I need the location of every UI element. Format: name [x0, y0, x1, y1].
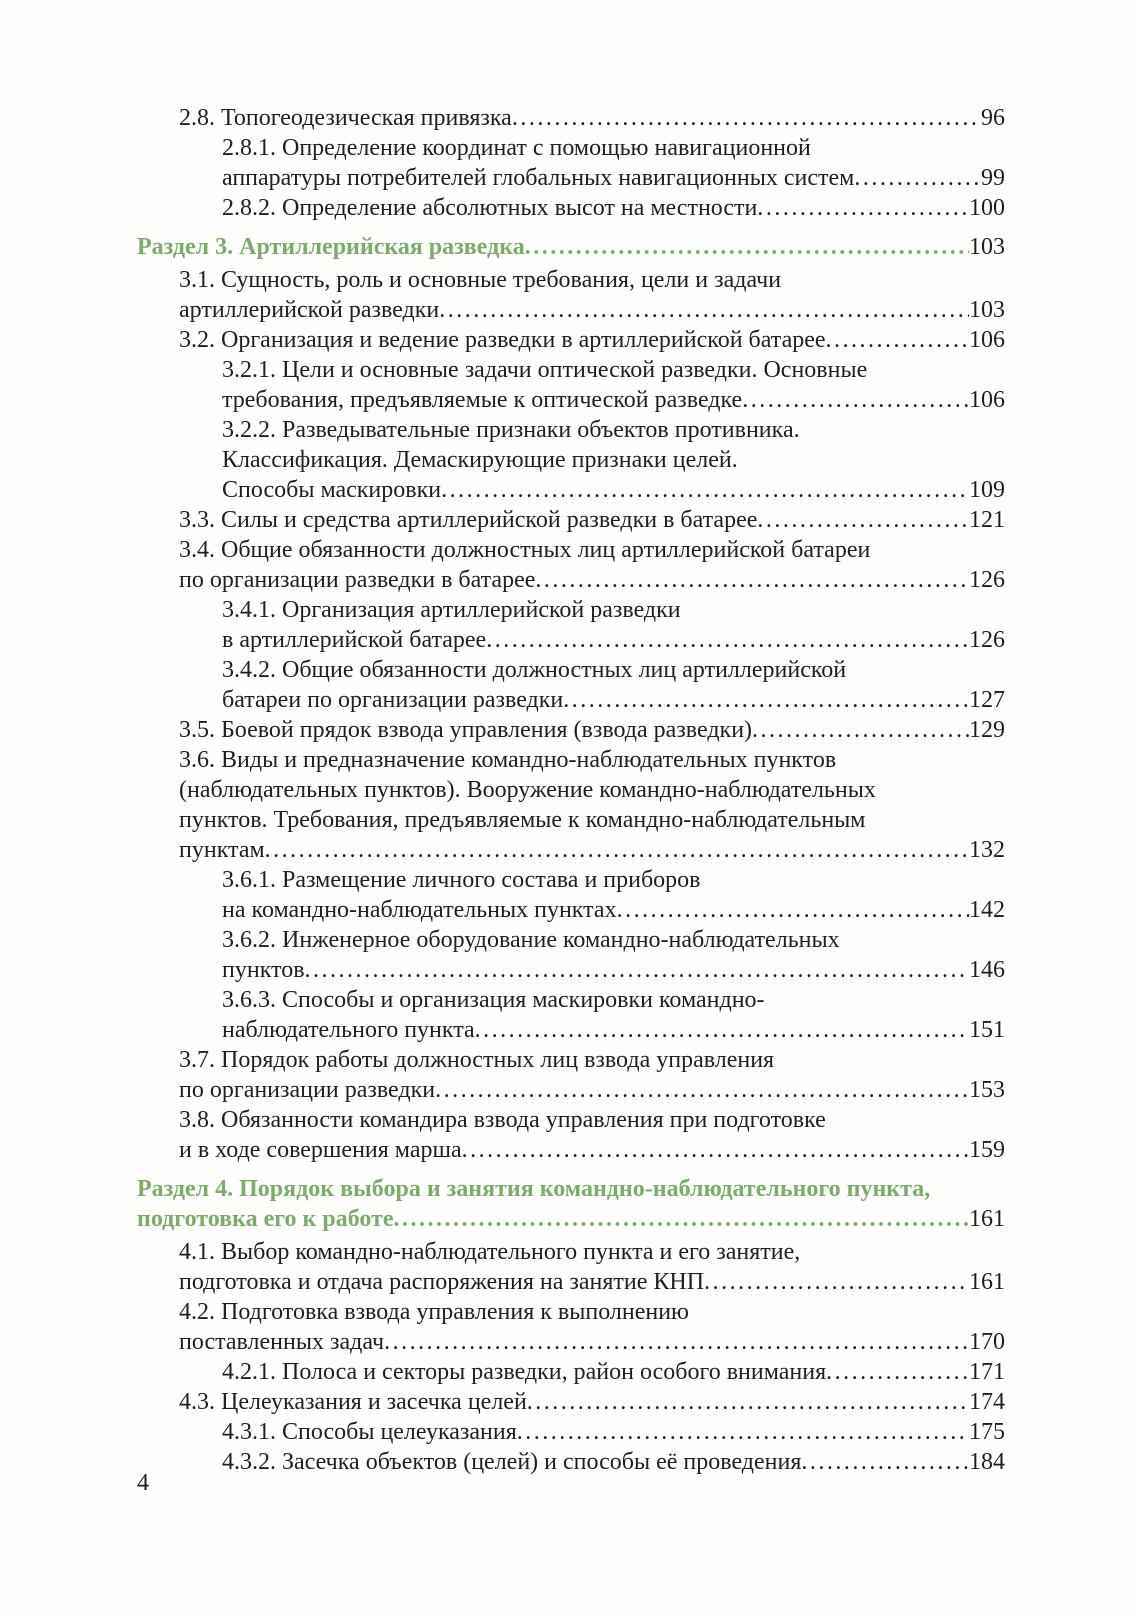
- toc-line: [137, 1204, 1005, 1234]
- toc-page-number: 146: [969, 957, 1005, 983]
- toc-entry: [222, 595, 1005, 655]
- toc-dot-leader: [305, 955, 969, 985]
- toc-line: [222, 955, 1005, 985]
- toc-entry-text: Раздел 4. Порядок выбора и занятия командно-наблюдательного пункта,: [137, 1176, 931, 1202]
- toc-line: [179, 1237, 1005, 1267]
- toc-dot-leader: [826, 1357, 969, 1387]
- toc-line: [179, 1105, 1005, 1135]
- toc-line: [179, 775, 1005, 805]
- toc-entry: [222, 193, 1005, 223]
- toc-page-number: 132: [969, 837, 1005, 863]
- toc-entry-text: в артиллерийской батарее: [222, 627, 487, 653]
- toc-entry: [222, 1447, 1005, 1477]
- toc-entry: [222, 355, 1005, 415]
- toc-page-number: 161: [969, 1206, 1005, 1232]
- toc-line: [222, 1357, 1005, 1387]
- toc-line: [222, 895, 1005, 925]
- toc-entry-text: 3.3. Силы и средства артиллерийской разведки в батарее: [179, 507, 758, 533]
- toc-entry: [222, 133, 1005, 193]
- toc-entry-text: 3.7. Порядок работы должностных лиц взвода управления: [179, 1047, 775, 1073]
- toc-dot-leader: [801, 1447, 969, 1477]
- toc-dot-leader: [512, 103, 981, 133]
- toc-page-number: 126: [969, 567, 1005, 593]
- toc-page-number: 153: [969, 1077, 1005, 1103]
- toc-dot-leader: [462, 1135, 969, 1165]
- toc-dot-leader: [617, 895, 969, 925]
- toc-entry-text: аппаратуры потребителей глобальных навигационных систем: [222, 165, 855, 191]
- toc-dot-leader: [752, 715, 969, 745]
- toc-line: [222, 415, 1005, 445]
- toc-entry: [222, 655, 1005, 715]
- toc-page-number: 174: [969, 1389, 1005, 1415]
- toc-page-number: 171: [969, 1359, 1005, 1385]
- toc-page-number: 142: [969, 897, 1005, 923]
- toc-dot-leader: [475, 1015, 969, 1045]
- toc-page-number: 106: [969, 327, 1005, 353]
- toc-dot-leader: [757, 505, 969, 535]
- toc-line: [137, 1174, 1005, 1204]
- toc-line: [222, 625, 1005, 655]
- toc-line: [137, 232, 1005, 262]
- toc-line: [222, 385, 1005, 415]
- toc-line: [222, 133, 1005, 163]
- toc-line: [179, 1297, 1005, 1327]
- toc-entry-text: 4.3.2. Засечка объектов (целей) и способы её проведения: [222, 1449, 802, 1475]
- toc-dot-leader: [535, 565, 969, 595]
- toc-entry-text: 3.4.2. Общие обязанности должностных лиц артиллерийской: [222, 657, 847, 683]
- toc-entry: [179, 745, 1005, 865]
- toc-line: [222, 595, 1005, 625]
- toc-entry-text: на командно-наблюдательных пунктах: [222, 897, 617, 923]
- toc-section-heading: [137, 232, 1005, 262]
- toc-entry: [179, 1237, 1005, 1297]
- toc-entry-text: пунктам: [179, 837, 265, 863]
- toc-page-number: 129: [969, 717, 1005, 743]
- toc-line: [179, 715, 1005, 745]
- toc-entry-text: 3.4.1. Организация артиллерийской разведки: [222, 597, 681, 623]
- toc-entry: [222, 1357, 1005, 1387]
- toc-dot-leader: [435, 1075, 969, 1105]
- toc-entry-text: 3.1. Сущность, роль и основные требования, цели и задачи: [179, 267, 782, 293]
- toc-entry-text: подготовка и отдача распоряжения на занятие КНП: [179, 1269, 705, 1295]
- toc-entry-text: 2.8. Топогеодезическая привязка: [179, 105, 512, 131]
- toc-page-number: 103: [969, 234, 1005, 260]
- toc-entry: [179, 1297, 1005, 1357]
- toc-dot-leader: [517, 1417, 969, 1447]
- toc-dot-leader: [527, 1387, 969, 1417]
- toc-entry: [179, 325, 1005, 355]
- toc-line: [179, 325, 1005, 355]
- toc-entry: [179, 715, 1005, 745]
- toc-entry: [222, 415, 1005, 505]
- toc-page-number: 121: [969, 507, 1005, 533]
- toc-line: [222, 655, 1005, 685]
- toc-line: [179, 565, 1005, 595]
- toc-entry-text: поставленных задач: [179, 1329, 385, 1355]
- toc-entry-text: батареи по организации разведки: [222, 687, 564, 713]
- toc-line: [222, 163, 1005, 193]
- toc-entry: [179, 1387, 1005, 1417]
- toc-entry-text: 4.2.1. Полоса и секторы разведки, район особого внимания: [222, 1359, 827, 1385]
- toc-dot-leader: [439, 295, 969, 325]
- toc-dot-leader: [563, 685, 969, 715]
- toc-dot-leader: [441, 475, 969, 505]
- toc-dot-leader: [265, 835, 969, 865]
- toc-entry: [179, 535, 1005, 595]
- toc-line: [179, 295, 1005, 325]
- table-of-contents: [137, 103, 1005, 1477]
- toc-page-number: 99: [981, 165, 1005, 191]
- toc-dot-leader: [742, 385, 969, 415]
- toc-line: [222, 985, 1005, 1015]
- toc-line: [179, 265, 1005, 295]
- toc-entry-text: 3.6.1. Размещение личного состава и приборов: [222, 867, 701, 893]
- toc-entry: [222, 985, 1005, 1045]
- toc-page-number: 159: [969, 1137, 1005, 1163]
- toc-entry-text: 2.8.2. Определение абсолютных высот на местности: [222, 195, 758, 221]
- toc-dot-leader: [826, 325, 969, 355]
- toc-entry-text: 4.2. Подготовка взвода управления к выполнению: [179, 1299, 689, 1325]
- toc-dot-leader: [854, 163, 981, 193]
- toc-entry-text: по организации разведки в батарее: [179, 567, 536, 593]
- footer-page-number: 4: [137, 1470, 149, 1496]
- toc-line: [179, 1045, 1005, 1075]
- toc-page-number: 126: [969, 627, 1005, 653]
- toc-entry-text: пунктов. Требования, предъявляемые к командно-наблюдательным: [179, 807, 866, 833]
- toc-page-number: 175: [969, 1419, 1005, 1445]
- toc-line: [179, 103, 1005, 133]
- toc-entry-text: 3.2.1. Цели и основные задачи оптической разведки. Основные: [222, 357, 868, 383]
- toc-page-number: 103: [969, 297, 1005, 323]
- toc-line: [179, 1267, 1005, 1297]
- toc-entry-text: наблюдательного пункта: [222, 1017, 475, 1043]
- toc-entry-text: требования, предъявляемые к оптической разведке: [222, 387, 743, 413]
- toc-dot-leader: [394, 1204, 970, 1234]
- toc-page-number: 161: [969, 1269, 1005, 1295]
- toc-page-number: 106: [969, 387, 1005, 413]
- toc-line: [179, 1327, 1005, 1357]
- toc-entry-text: 3.8. Обязанности командира взвода управления при подготовке: [179, 1107, 826, 1133]
- toc-dot-leader: [757, 193, 969, 223]
- toc-page-number: 127: [969, 687, 1005, 713]
- toc-line: [179, 745, 1005, 775]
- toc-line: [222, 1015, 1005, 1045]
- toc-line: [222, 1447, 1005, 1477]
- toc-entry: [179, 1105, 1005, 1165]
- toc-line: [222, 865, 1005, 895]
- toc-line: [179, 535, 1005, 565]
- toc-dot-leader: [525, 232, 969, 262]
- toc-entry-text: пунктов: [222, 957, 305, 983]
- toc-entry-text: 3.2. Организация и ведение разведки в артиллерийской батарее: [179, 327, 826, 353]
- toc-page-number: 184: [969, 1449, 1005, 1475]
- toc-line: [179, 835, 1005, 865]
- toc-line: [222, 925, 1005, 955]
- toc-entry: [179, 265, 1005, 325]
- toc-entry-text: 4.3. Целеуказания и засечка целей: [179, 1389, 527, 1415]
- toc-line: [222, 1417, 1005, 1447]
- toc-section-heading: [137, 1174, 1005, 1234]
- toc-entry-text: (наблюдательных пунктов). Вооружение командно-наблюдательных: [179, 777, 876, 803]
- toc-entry-text: подготовка его к работе: [137, 1206, 394, 1232]
- toc-page-number: 96: [981, 105, 1005, 131]
- toc-line: [222, 193, 1005, 223]
- toc-entry: [222, 865, 1005, 925]
- toc-entry-text: 4.3.1. Способы целеуказания: [222, 1419, 517, 1445]
- toc-entry-text: и в ходе совершения марша: [179, 1137, 462, 1163]
- toc-entry-text: 4.1. Выбор командно-наблюдательного пункта и его занятие,: [179, 1239, 801, 1265]
- toc-entry-text: 3.2.2. Разведывательные признаки объектов противника.: [222, 417, 800, 443]
- toc-line: [179, 1135, 1005, 1165]
- toc-page-number: 109: [969, 477, 1005, 503]
- toc-line: [179, 805, 1005, 835]
- toc-line: [222, 685, 1005, 715]
- toc-entry-text: 2.8.1. Определение координат с помощью навигационной: [222, 135, 811, 161]
- toc-entry-text: 3.5. Боевой прядок взвода управления (взвода разведки): [179, 717, 753, 743]
- toc-line: [179, 505, 1005, 535]
- toc-entry: [179, 1045, 1005, 1105]
- toc-line: [179, 1075, 1005, 1105]
- toc-entry-text: 3.6.2. Инженерное оборудование командно-наблюдательных: [222, 927, 840, 953]
- toc-entry-text: 3.4. Общие обязанности должностных лиц артиллерийской батареи: [179, 537, 871, 563]
- toc-dot-leader: [704, 1267, 969, 1297]
- toc-entry-text: артиллерийской разведки: [179, 297, 440, 323]
- toc-entry-text: Способы маскировки: [222, 477, 442, 503]
- toc-line: [222, 475, 1005, 505]
- toc-entry-text: 3.6.3. Способы и организация маскировки командно-: [222, 987, 765, 1013]
- toc-entry: [179, 505, 1005, 535]
- toc-page-number: 100: [969, 195, 1005, 221]
- toc-dot-leader: [486, 625, 969, 655]
- toc-entry-text: по организации разведки: [179, 1077, 436, 1103]
- toc-entry-text: 3.6. Виды и предназначение командно-наблюдательных пунктов: [179, 747, 837, 773]
- toc-entry-text: Классификация. Демаскирующие признаки целей.: [222, 447, 738, 473]
- toc-page-number: 151: [969, 1017, 1005, 1043]
- toc-line: [179, 1387, 1005, 1417]
- toc-page-number: 170: [969, 1329, 1005, 1355]
- toc-entry: [179, 103, 1005, 133]
- toc-entry: [222, 1417, 1005, 1447]
- toc-entry-text: Раздел 3. Артиллерийская разведка: [137, 234, 525, 260]
- toc-dot-leader: [384, 1327, 969, 1357]
- toc-line: [222, 355, 1005, 385]
- toc-entry: [222, 925, 1005, 985]
- toc-line: [222, 445, 1005, 475]
